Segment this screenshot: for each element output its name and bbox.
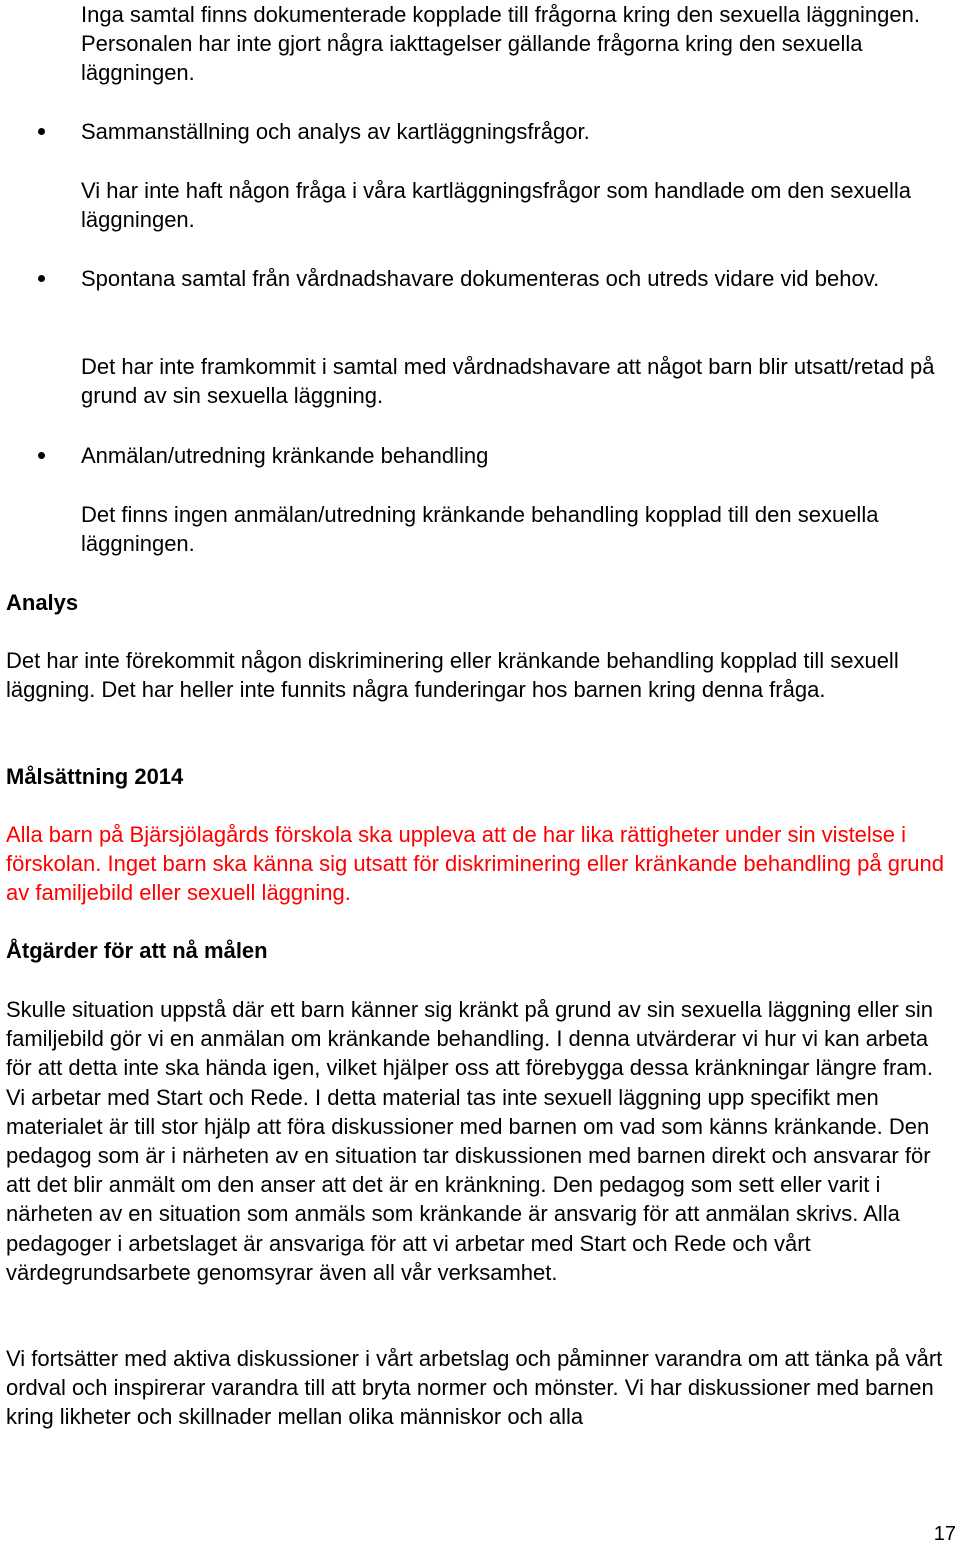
bullet-body: Vi har inte haft någon fråga i våra kartläggningsfrågor som handlade om den sexuella läggningen. <box>81 178 912 233</box>
goal-heading: Målsättning 2014 <box>6 764 184 789</box>
bullet-title: Anmälan/utredning kränkande behandling <box>81 443 489 468</box>
bullet-body: Det finns ingen anmälan/utredning kränkande behandling kopplad till den sexuella läggningen. <box>81 502 879 557</box>
actions-paragraph-1: Skulle situation uppstå där ett barn känner sig kränkt på grund av sin sexuella läggning eller sin familjebild gör vi en anmälan om kränkande behandling. I denna utvärderar vi hur vi kan arbeta för att detta inte ska hända igen, vilket hjälper oss att förebygga dessa kränkningar längre fram. Vi arbetar med Start och Rede. I detta material tas inte sexuell läggning upp specifikt men materialet är till stor hjälp att föra diskussioner med barnen om vad som känns kränkande. Den pedagog som är i närheten av en situation tar diskussionen med barnen direkt och ansvarar för att det blir anmält om den anser att det är en kränkning. Den pedagog som sett eller varit i närheten av en situation som anmäls som kränkande är ansvarig för att anmälan skrivs. Alla pedagoger i arbetslaget är ansvariga för att vi arbetar med Start och Rede och vårt värdegrundsarbete genomsyrar även all vår verksamhet. <box>6 997 933 1285</box>
bullet-icon <box>38 128 45 135</box>
bullet-icon <box>38 452 45 459</box>
bullet-body: Det har inte framkommit i samtal med vårdnadshavare att något barn blir utsatt/retad på grund av sin sexuella läggning. <box>81 354 935 409</box>
goal-paragraph: Alla barn på Bjärsjölagårds förskola ska uppleva att de har lika rättigheter under sin vistelse i förskolan. Inget barn ska känna sig utsatt för diskriminering eller kränkande behandling på grund av familjebild eller sexuell läggning. <box>6 822 944 906</box>
analys-heading: Analys <box>6 590 79 615</box>
bullet-icon <box>38 275 45 282</box>
analys-paragraph: Det har inte förekommit någon diskriminering eller kränkande behandling kopplad till sexuell läggning. Det har heller inte funnits några funderingar hos barnen kring denna fråga. <box>6 648 899 703</box>
bullet-title: Sammanställning och analys av kartläggningsfrågor. <box>81 119 590 144</box>
actions-paragraph-2: Vi fortsätter med aktiva diskussioner i vårt arbetslag och påminner varandra om att tänka på vårt ordval och inspirerar varandra till att bryta normer och mönster. Vi har diskussioner med barnen kring likheter och skillnader mellan olika människor och alla <box>6 1346 943 1430</box>
page-number: 17 <box>933 1523 956 1545</box>
actions-heading: Åtgärder för att nå målen <box>6 938 268 963</box>
intro-paragraph: Inga samtal finns dokumenterade kopplade till frågorna kring den sexuella läggningen. Personalen har inte gjort några iakttagelser gällande frågorna kring den sexuella läggningen. <box>81 2 920 86</box>
bullet-title: Spontana samtal från vårdnadshavare dokumenteras och utreds vidare vid behov. <box>81 266 880 291</box>
